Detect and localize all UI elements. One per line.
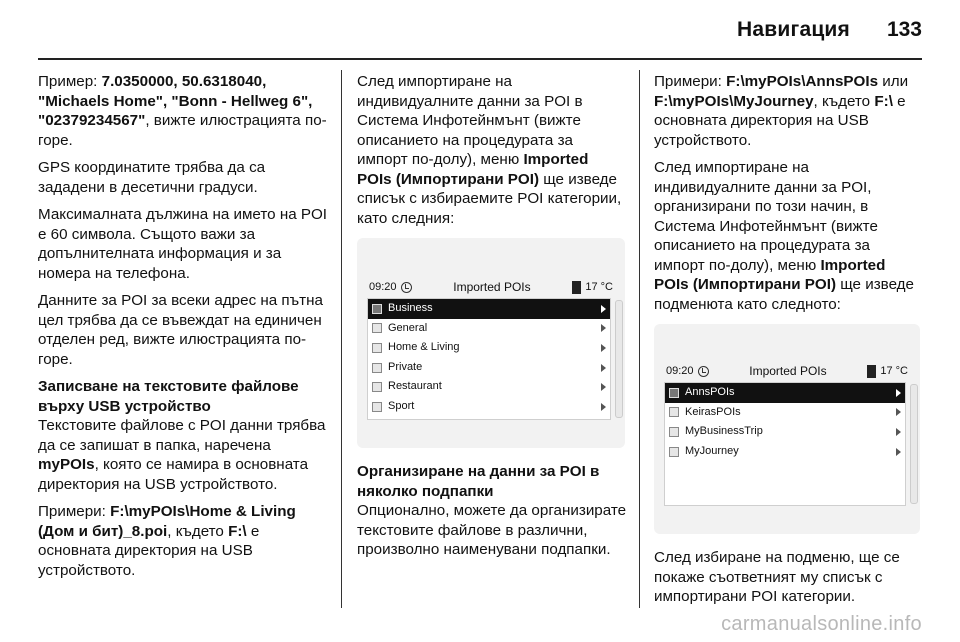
chevron-right-icon: [601, 403, 606, 411]
list-item[interactable]: MyBusinessTrip: [665, 422, 905, 442]
poi-category-list: [367, 298, 611, 420]
temperature: 17 °C: [585, 281, 613, 293]
folder-icon: [669, 388, 679, 398]
folder-icon: [669, 447, 679, 457]
header-divider: [38, 58, 922, 60]
folder-icon: [669, 407, 679, 417]
folder-icon: [372, 382, 382, 392]
clock-icon: [698, 366, 709, 377]
list-item[interactable]: KeirasPOIs: [665, 403, 905, 423]
chevron-right-icon: [896, 408, 901, 416]
folder-icon: [669, 427, 679, 437]
list-item[interactable]: AnnsPOIs: [665, 383, 905, 403]
paragraph: Пример: 7.0350000, 50.6318040, "Michaels Home", "Bonn - Hellweg 6", "02379234567", вижте илюстрацията по-горе.: [38, 73, 327, 149]
folder-icon: [372, 363, 382, 373]
scrollbar[interactable]: [615, 300, 623, 418]
chevron-right-icon: [601, 383, 606, 391]
list-item[interactable]: Sport: [368, 397, 610, 417]
scrollbar[interactable]: [910, 384, 918, 504]
chevron-right-icon: [601, 364, 606, 372]
clock-time: 09:20: [666, 365, 694, 377]
section-heading: Записване на текстовите файлове върху USB устройство: [38, 378, 299, 415]
clock-icon: [401, 282, 412, 293]
column-2: [357, 72, 627, 568]
paragraph: Текстовите файлове с POI данни трябва да се запишат в папка, наречена myPOIs, която се намира в основната директория на USB устройството.: [38, 417, 326, 493]
column-divider: [341, 70, 342, 608]
section-heading: Организиране на данни за POI в няколко подпапки: [357, 463, 600, 500]
page-number: 133: [886, 18, 922, 41]
list-item[interactable]: General: [368, 319, 610, 339]
chevron-right-icon: [896, 389, 901, 397]
paragraph: Данните за POI за всеки адрес на пътна цел трябва да се въвеждат на единичен отделен ред, вижте илюстрацията по-горе.: [38, 292, 323, 368]
chevron-right-icon: [896, 428, 901, 436]
screen-title: Imported POIs: [749, 364, 827, 378]
paragraph: След избиране на подменю, ще се покаже съответният му списък с импортирани POI категории.: [654, 549, 900, 605]
list-item[interactable]: Home & Living: [368, 338, 610, 358]
infotainment-screen: [357, 238, 625, 448]
screen-status-bar: [369, 278, 613, 298]
chevron-right-icon: [896, 448, 901, 456]
thermometer-icon: [572, 281, 581, 294]
paragraph: Примери: F:\myPOIs\Home & Living (Дом и бит)_8.poi, където F:\ е основната директория на USB устройството.: [38, 503, 296, 579]
folder-icon: [372, 343, 382, 353]
folder-icon: [372, 402, 382, 412]
column-divider: [639, 70, 640, 608]
thermometer-icon: [867, 365, 876, 378]
paragraph: Примери: F:\myPOIs\AnnsPOIs или F:\myPOIs\MyJourney, където F:\ е основната директория на USB устройството.: [654, 73, 909, 149]
chevron-right-icon: [601, 344, 606, 352]
page-title: Навигация: [737, 18, 850, 41]
paragraph: След импортиране на индивидуалните данни за POI в Система Инфотейнмънт (вижте описанието на процедурата за импорт по-долу), меню Imported POIs (Импортирани POI) ще изведе списък с избираемите POI категории, като следния:: [357, 73, 622, 227]
temperature: 17 °C: [880, 365, 908, 377]
poi-submenu-list: [664, 382, 906, 506]
folder-icon: [372, 304, 382, 314]
screen-status-bar: [666, 362, 908, 382]
paragraph: Максималната дължина на името на POI е 60 символа. Същото важи за допълнителната информация и за номера на телефона.: [38, 206, 328, 282]
paragraph: GPS координатите трябва да са зададени в десетични градуси.: [38, 159, 266, 196]
chevron-right-icon: [601, 324, 606, 332]
column-3: [654, 72, 924, 615]
list-item[interactable]: Private: [368, 358, 610, 378]
paragraph: Опционално, можете да организирате текстовите файлове в различни, произволно наименувани подпапки.: [357, 502, 627, 558]
chevron-right-icon: [601, 305, 606, 313]
watermark: carmanualsonline.info: [721, 613, 922, 635]
column-1: [38, 72, 330, 588]
list-item[interactable]: Business: [368, 299, 610, 319]
list-item[interactable]: MyJourney: [665, 442, 905, 462]
infotainment-screen: [654, 324, 920, 534]
folder-icon: [372, 323, 382, 333]
screen-title: Imported POIs: [453, 280, 531, 294]
paragraph: След импортиране на индивидуалните данни за POI, организирани по този начин, в Система Инфотейнмънт (вижте описанието на процедурата за импорт по-долу), меню Imported POIs (Импортирани POI) ще изведе подменюта като следното:: [654, 159, 914, 313]
clock-time: 09:20: [369, 281, 397, 293]
list-item[interactable]: Restaurant: [368, 377, 610, 397]
